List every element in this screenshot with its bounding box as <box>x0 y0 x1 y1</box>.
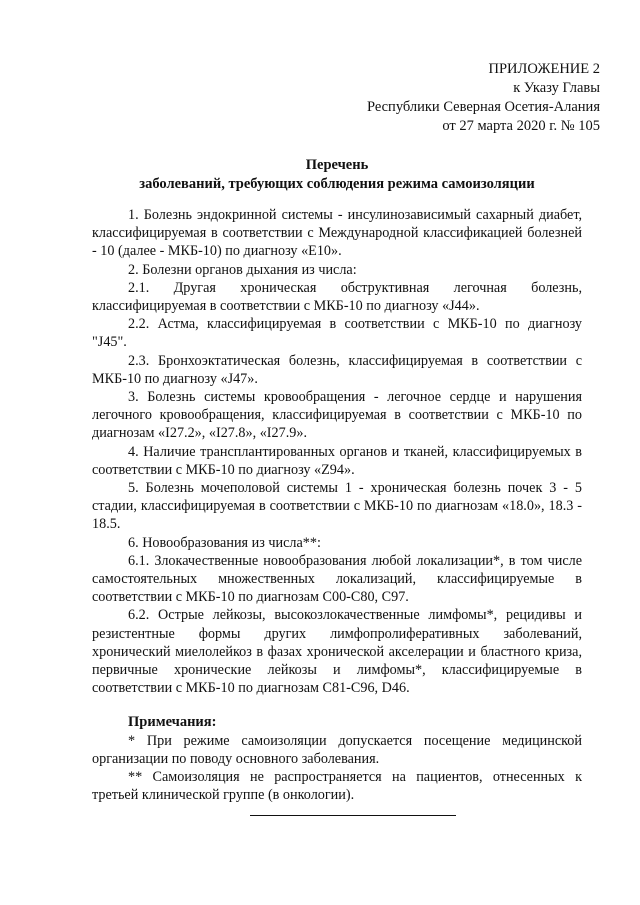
list-item-6-1: 6.1. Злокачественные новообразования любой локализации*, в том числе самостоятельных множественных локализаций, классифицируемые в соответствии с МКБ-10 по диагнозам С00-С80, С97. <box>92 552 582 606</box>
document-body <box>92 206 582 805</box>
closing-rule <box>250 815 456 816</box>
list-item-3: 3. Болезнь системы кровообращения - легочное сердце и нарушения легочного кровообращения, классифицируемая в соответствии с МКБ-10 по диагнозам «I27.2», «I27.8», «I27.9». <box>92 389 582 442</box>
list-item-2-1: 2.1. Другая хроническая обструктивная легочная болезнь, классифицируемая в соответствии с МКБ-10 по диагнозу «J44». <box>92 279 582 315</box>
title-line-2: заболеваний, требующих соблюдения режима самоизоляции <box>139 176 535 192</box>
appendix-decree-ref: к Указу Главы <box>513 80 600 96</box>
appendix-header <box>300 60 600 136</box>
list-item-6-2: 6.2. Острые лейкозы, высокозлокачественные лимфомы*, рецидивы и резистентные формы других лимфопролиферативных заболеваний, хронический миелолейкоз в фазах хронической акселерации и бластного криза, первичные хронические лейкозы и лимфомы*, классифицируемые в соответствии с МКБ-10 по диагнозам С81-С96, D46. <box>92 607 582 697</box>
appendix-date: от 27 марта 2020 г. № 105 <box>442 118 600 134</box>
note-2: ** Самоизоляция не распространяется на пациентов, отнесенных к третьей клинической группе (в онкологии). <box>92 769 582 804</box>
appendix-number: ПРИЛОЖЕНИЕ 2 <box>488 61 600 77</box>
list-item-1: 1. Болезнь эндокринной системы - инсулинозависимый сахарный диабет, классифицируемая в соответствии с Международной классификацией болезней - 10 (далее - МКБ-10) по диагнозу «Е10». <box>92 207 582 260</box>
list-item-2-3: 2.3. Бронхоэктатическая болезнь, классифицируемая в соответствии с МКБ-10 по диагнозу «J47». <box>92 352 582 387</box>
document-title <box>92 156 582 194</box>
list-item-2: 2. Болезни органов дыхания из числа: <box>128 261 357 278</box>
notes-title: Примечания: <box>128 714 217 731</box>
list-item-4: 4. Наличие трансплантированных органов и тканей, классифицируемых в соответствии с МКБ-10 по диагнозу «Z94». <box>92 443 582 478</box>
list-item-5: 5. Болезнь мочеполовой системы 1 - хроническая болезнь почек 3 - 5 стадии, классифицируемая в соответствии с МКБ-10 по диагнозам «18.0», 18.3 - 18.5. <box>92 480 582 533</box>
note-1: * При режиме самоизоляции допускается посещение медицинской организации по поводу основного заболевания. <box>92 732 582 767</box>
list-item-2-2: 2.2. Астма, классифицируемая в соответствии с МКБ-10 по диагнозу "J45". <box>92 316 582 351</box>
title-line-1: Перечень <box>305 157 369 173</box>
list-item-6: 6. Новообразования из числа**: <box>128 534 321 551</box>
appendix-republic: Республики Северная Осетия-Алания <box>366 99 600 115</box>
